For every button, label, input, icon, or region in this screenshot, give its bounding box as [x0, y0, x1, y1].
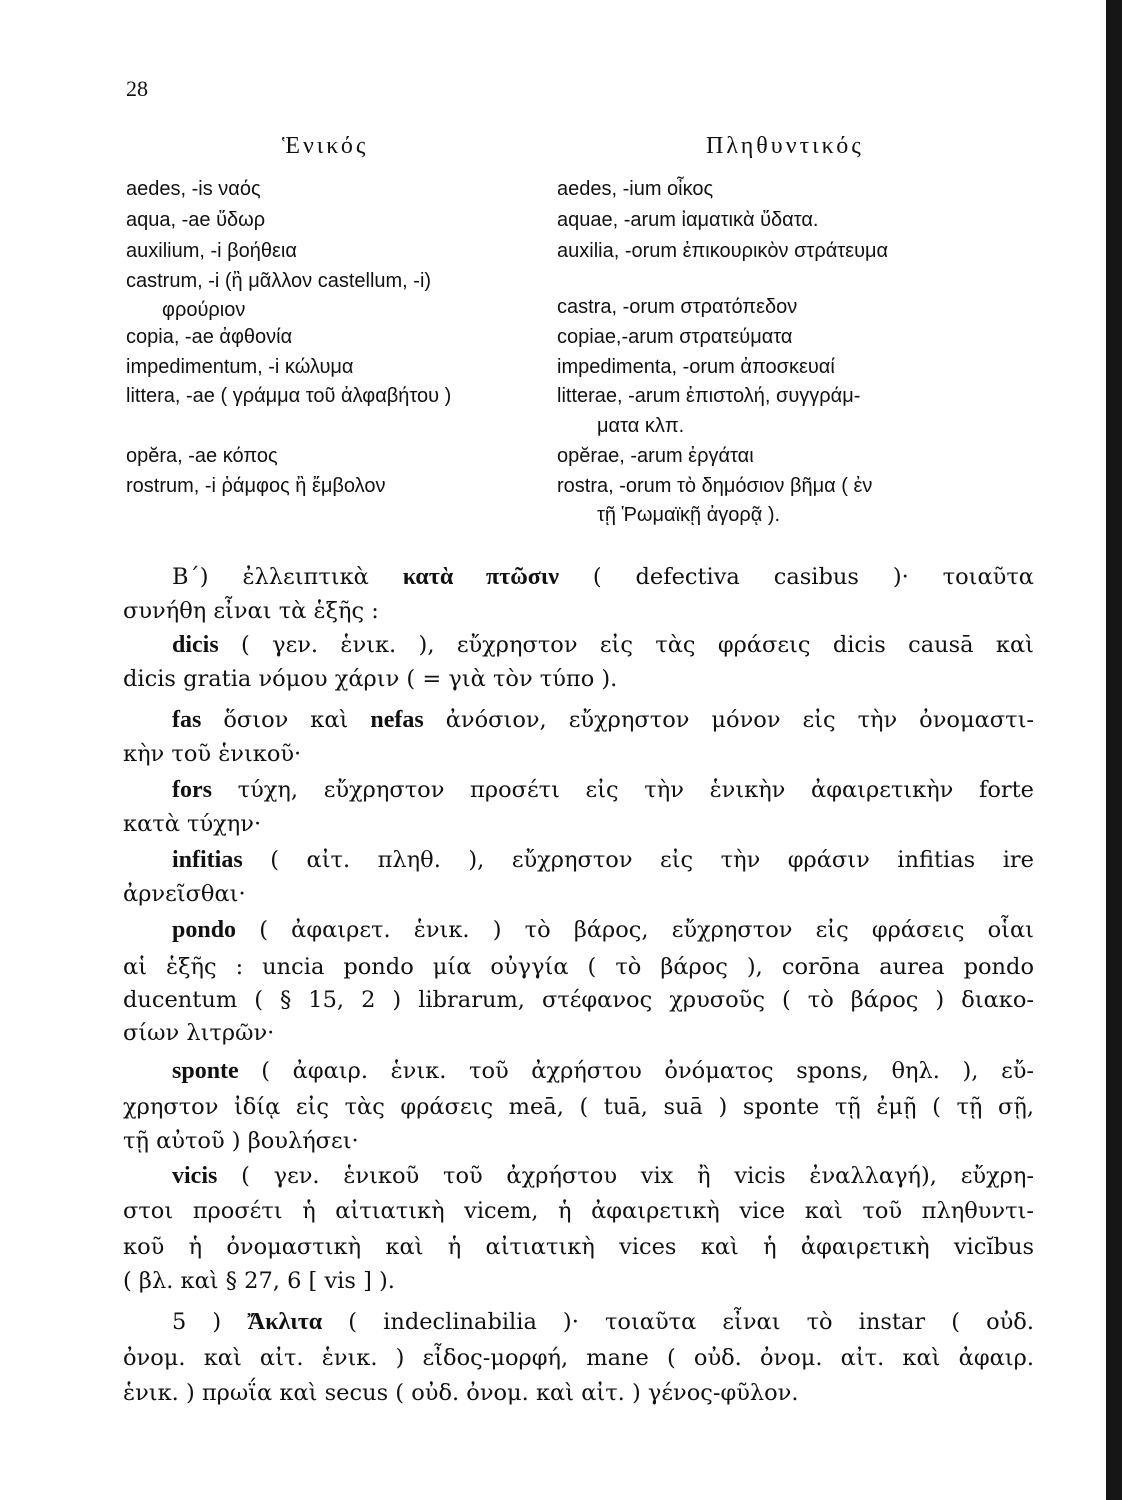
plural-entry: impedimenta, -orum ἀποσκευαί	[557, 356, 835, 378]
plural-entry-continued: ματα κλπ.	[597, 415, 685, 437]
body-line: ἀρνεῖσθαι·	[123, 881, 246, 907]
plural-entry: castra, -orum στρατόπεδον	[557, 296, 798, 318]
body-line: συνήθη εἶναι τὰ ἑξῆς :	[123, 598, 379, 624]
plural-entry: litterae, -arum ἐπιστολή, συγγράμ-	[557, 385, 861, 407]
bold-term: sponte	[172, 1058, 239, 1084]
body-line	[172, 1054, 1034, 1088]
plural-entry: copiae,-arum στρατεύματα	[557, 326, 793, 348]
bold-term: nefas	[370, 707, 424, 733]
bold-term: κατὰ πτῶσιν	[402, 564, 559, 590]
plural-column-header: Πληθυντικός	[706, 133, 864, 159]
body-text: ( γεν. ἑνικ. ), εὔχρηστον εἰς τὰς φράσεις dicis causā καὶ	[218, 632, 1034, 658]
page-edge-shadow	[1106, 0, 1122, 1500]
body-text: ἀνόσιον, εὔχρηστον μόνον εἰς τὴν ὀνομαστι-	[423, 707, 1034, 733]
body-line: ( βλ. καὶ § 27, 6 [ vis ] ).	[123, 1268, 395, 1294]
body-line	[172, 1305, 1034, 1339]
singular-entry: aqua, -ae ὕδωρ	[126, 209, 266, 231]
bold-term: fors	[172, 777, 212, 803]
singular-entry: impedimentum, -i κώλυμα	[126, 356, 354, 378]
body-line	[172, 560, 1034, 594]
body-line: κατὰ τύχην·	[123, 811, 262, 837]
bold-term: vicis	[172, 1163, 218, 1189]
body-line: dicis gratia νόμου χάριν ( = γιὰ τὸν τύπο ).	[123, 666, 618, 692]
body-line: ducentum ( § 15, 2 ) librarum, στέφανος χρυσοῦς ( τὸ βάρος ) διακο-	[123, 987, 1034, 1013]
singular-entry: aedes, -is ναός	[126, 178, 261, 200]
bold-term: infitias	[172, 847, 243, 873]
body-line: ἑνικ. ) πρωΐα καὶ secus ( οὐδ. ὀνομ. καὶ αἰτ. ) γένος-φῦλον.	[123, 1380, 799, 1406]
body-line: στοι προσέτι ἡ αἰτιατικὴ vicem, ἡ ἀφαιρετικὴ vice καὶ τοῦ πληθυντι-	[123, 1198, 1034, 1224]
page-number: 28	[126, 76, 148, 101]
body-line: χρηστον ἰδίᾳ εἰς τὰς φράσεις meā, ( tuā, suā ) sponte τῇ ἐμῇ ( τῇ σῇ,	[123, 1094, 1034, 1120]
bold-term: Ἄκλιτα	[247, 1309, 323, 1335]
section-label: Β΄) ἐλλειπτικὰ	[172, 564, 403, 590]
plural-entry: aquae, -arum ἰαματικὰ ὕδατα.	[557, 209, 819, 231]
body-text: ( ἀφαιρ. ἑνικ. τοῦ ἀχρήστου ὀνόματος spons, θηλ. ), εὔ-	[238, 1058, 1034, 1084]
body-text: τύχη, εὔχρηστον προσέτι εἰς τὴν ἑνικὴν ἀφαιρετικὴν forte	[211, 777, 1034, 803]
body-line	[172, 703, 1034, 737]
singular-entry: castrum, -i (ἢ μᾶλλον castellum, -i)	[126, 270, 432, 292]
body-line: κοῦ ἡ ὀνομαστικὴ καὶ ἡ αἰτιατικὴ vices καὶ ἡ ἀφαιρετικὴ vicĭbus	[123, 1234, 1034, 1260]
singular-entry: opĕra, -ae κόπος	[126, 445, 278, 467]
plural-entry: aedes, -ium οἶκος	[557, 178, 714, 200]
body-line	[172, 1159, 1034, 1193]
body-line	[172, 843, 1034, 877]
body-line	[172, 773, 1034, 807]
body-line: τῇ αὐτοῦ ) βουλήσει·	[123, 1128, 359, 1154]
body-line	[172, 628, 1034, 662]
body-line	[172, 913, 1034, 947]
body-line: αἱ ἑξῆς : uncia pondo μία οὐγγία ( τὸ βάρος ), corōna aurea pondo	[123, 954, 1034, 980]
singular-entry-continued: φρούριον	[162, 299, 246, 321]
plural-entry: opĕrae, -arum ἐργάται	[557, 445, 754, 467]
body-line: ὀνομ. καὶ αἰτ. ἑνικ. ) εἶδος-μορφή, mane ( οὐδ. ὀνομ. αἰτ. καὶ ἀφαιρ.	[123, 1345, 1034, 1371]
body-text: ( αἰτ. πληθ. ), εὔχρηστον εἰς τὴν φράσιν infitias ire	[242, 847, 1034, 873]
bold-term: dicis	[172, 632, 219, 658]
singular-column-header: Ἑνικός	[282, 133, 369, 159]
body-text: ὅσιον καὶ	[201, 707, 371, 733]
body-text: ( defectiva casibus )· τοιαῦτα	[558, 564, 1034, 590]
body-line: σίων λιτρῶν·	[123, 1020, 275, 1046]
plural-entry: auxilia, -orum ἐπικουρικὸν στράτευμα	[557, 240, 889, 262]
body-text: ( γεν. ἑνικοῦ τοῦ ἀχρήστου vix ἢ vicis ἐναλλαγή), εὔχρη-	[217, 1163, 1034, 1189]
section-label: 5 )	[172, 1309, 248, 1335]
bold-term: pondo	[172, 917, 237, 943]
body-text: ( ἀφαιρετ. ἑνικ. ) τὸ βάρος, εὔχρηστον εἰς φράσεις οἷαι	[236, 917, 1034, 943]
singular-entry: littera, -ae ( γράμμα τοῦ ἀλφαβήτου )	[126, 385, 452, 407]
plural-entry: rostra, -orum τὸ δημόσιον βῆμα ( ἐν	[557, 475, 873, 497]
plural-entry-continued: τῇ Ῥωμαϊκῇ ἀγορᾷ ).	[597, 504, 781, 526]
body-line: κὴν τοῦ ἑνικοῦ·	[123, 741, 302, 767]
singular-entry: auxilium, -i βοήθεια	[126, 240, 297, 262]
singular-entry: copia, -ae ἀφθονία	[126, 326, 293, 348]
bold-term: fas	[172, 707, 202, 733]
body-text: ( indeclinabilia )· τοιαῦτα εἶναι τὸ instar ( οὐδ.	[322, 1309, 1034, 1335]
singular-entry: rostrum, -i ῥάμφος ἢ ἔμβολον	[126, 475, 386, 497]
